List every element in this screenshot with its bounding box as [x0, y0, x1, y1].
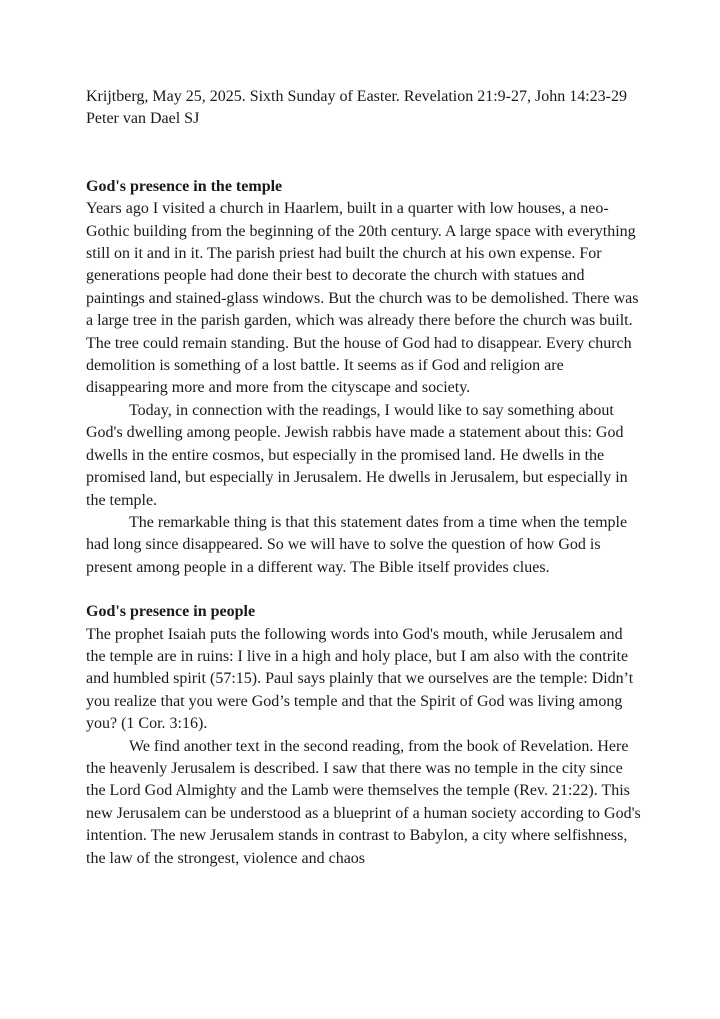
- paragraph: We find another text in the second reading, from the book of Revelation. Here the heavenly Jerusalem is described. I saw that there was no temple in the city since the Lord God Almighty and the Lamb were themselves the temple (Rev. 21:22). This new Jerusalem can be understood as a blueprint of a human society according to God's intention. The new Jerusalem stands in contrast to Babylon, a city where selfishness, the law of the strongest, violence and chaos: [86, 737, 641, 867]
- section-people: [86, 601, 646, 870]
- paragraph: The remarkable thing is that this statement dates from a time when the temple had long since disappeared. So we will have to solve the question of how God is present among people in a different way. The Bible itself provides clues.: [86, 513, 628, 576]
- paragraph: The prophet Isaiah puts the following words into God's mouth, while Jerusalem and the temple are in ruins: I live in a high and holy place, but I am also with the contrite and humbled spirit (57:15). Paul says plainly that we ourselves are the temple: Didn’t you realize that you were God’s temple and that the Spirit of God was living among you? (1 Cor. 3:16).: [86, 625, 634, 733]
- paragraph: Years ago I visited a church in Haarlem, built in a quarter with low houses, a neo-Gothic building from the beginning of the 20th century. A large space with everything still on it and in it. The parish priest had built the church at his own expense. For generations people had done their best to decorate the church with statues and paintings and stained-glass windows. But the church was to be demolished. There was a large tree in the parish garden, which was already there before the church was built. The tree could remain standing. But the house of God had to disappear. Every church demolition is something of a lost battle. It seems as if God and religion are disappearing more and more from the cityscape and society.: [86, 200, 639, 397]
- section-temple: [86, 176, 646, 579]
- paragraph: Today, in connection with the readings, I would like to say something about God's dwelling among people. Jewish rabbis have made a statement about this: God dwells in the entire cosmos, but especially in the promised land. He dwells in the promised land, but especially in Jerusalem. He dwells in Jerusalem, but especially in the temple.: [86, 401, 628, 509]
- header-spacer: [86, 131, 646, 176]
- section-heading: God's presence in people: [86, 603, 256, 621]
- document-page: [86, 86, 646, 870]
- document-author: Peter van Dael SJ: [86, 110, 200, 128]
- section-spacer: [86, 579, 646, 601]
- section-heading: God's presence in the temple: [86, 177, 283, 195]
- document-header-line: Krijtberg, May 25, 2025. Sixth Sunday of Easter. Revelation 21:9-27, John 14:23-29: [86, 88, 627, 105]
